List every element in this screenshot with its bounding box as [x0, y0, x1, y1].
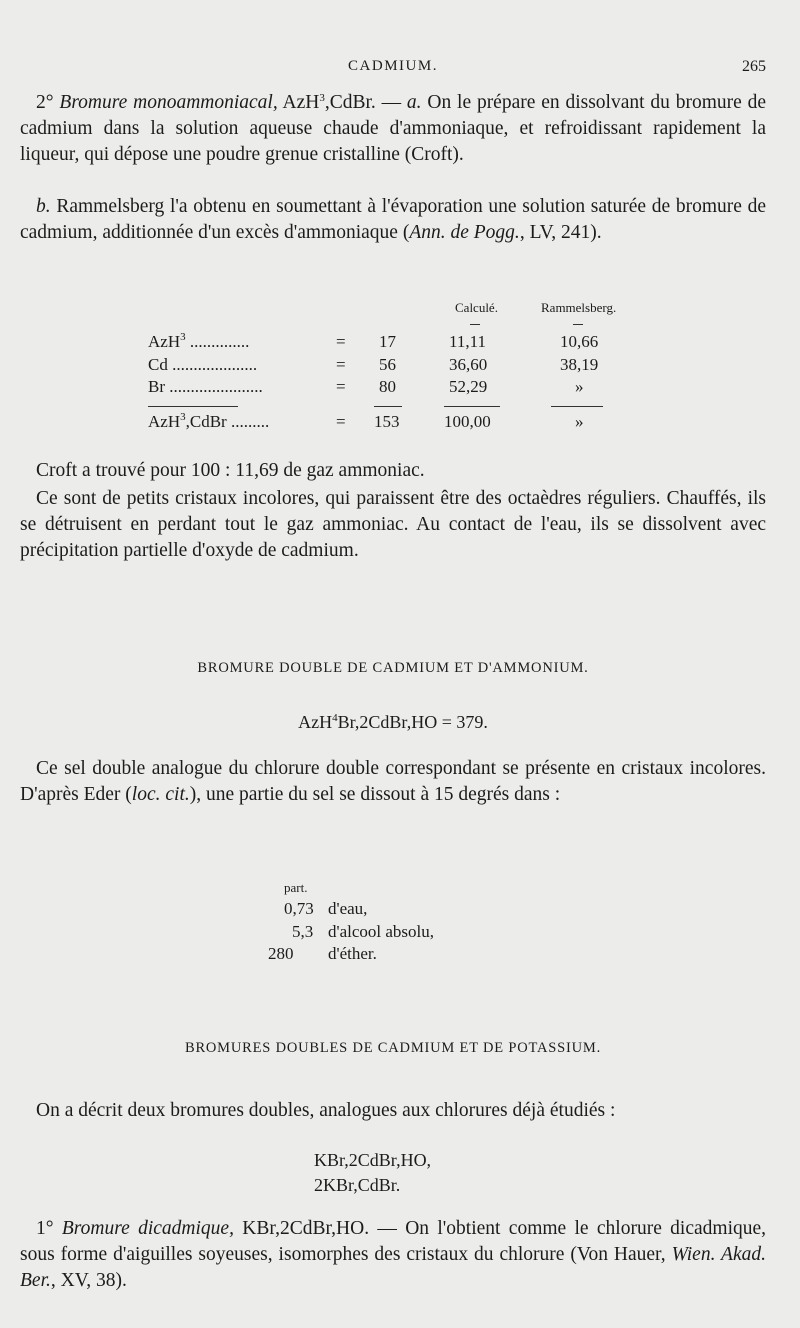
- sum-rule: [148, 406, 238, 407]
- formula-ammonium-double: AzH$^4$Br,2CdBr,HO = 379.: [298, 712, 488, 732]
- equals-sign: =: [336, 355, 346, 374]
- paragraph-text: ), une partie du sel se dissout à 15 degrés dans :: [189, 784, 561, 805]
- paragraph-text: KBr,2CdBr,HO. — On l'obtient comme le chlorure dicadmique, sous forme d'aiguilles soyeuses, isomorphes des cristaux du chlorure (Von Hauer,: [20, 1218, 767, 1265]
- row-label: AzH$^3$ ..............: [148, 331, 250, 351]
- sum-rule: [551, 406, 603, 407]
- solvent-name: d'eau,: [328, 899, 368, 918]
- reference: Wien. Akad. Ber.: [20, 1244, 766, 1291]
- reference: Ann. de Pogg.: [409, 222, 520, 243]
- compound-title: Bromure monoammoniacal,: [59, 92, 278, 113]
- formula-superscript: 3: [319, 92, 325, 104]
- total-value: 153: [374, 412, 400, 431]
- row-value: 17: [379, 332, 396, 351]
- page-number: 265: [742, 58, 766, 75]
- paragraph-double-salt: [20, 756, 766, 808]
- equals-sign: =: [336, 377, 346, 396]
- item-letter: b.: [36, 196, 51, 217]
- column-header-rammelsberg: Rammelsberg.: [541, 300, 617, 315]
- section-heading-potassium: BROMURES DOUBLES DE CADMIUM ET DE POTASSIUM.: [184, 1040, 602, 1056]
- rammelsberg-value: 10,66: [560, 332, 599, 351]
- compound-title: Bromure dicadmique,: [61, 1218, 234, 1239]
- calcule-value: 52,29: [449, 377, 488, 396]
- solubility-table: [260, 880, 520, 970]
- paragraph-text: , LV, 241).: [519, 222, 602, 243]
- paragraph-two-doubles: On a décrit deux bromures doubles, analogues aux chlorures déjà étudiés :: [36, 1100, 616, 1121]
- row-value: 56: [379, 355, 396, 374]
- paragraph-text: , XV, 38).: [50, 1270, 127, 1291]
- solvent-name: d'alcool absolu,: [328, 922, 434, 941]
- paragraph-properties: Ce sont de petits cristaux incolores, qui paraissent être des octaèdres réguliers. Chauffés, ils se détruisent en perdant tout le gaz ammoniac. Au contact de l'eau, ils se dissolvent avec précipitation partielle d'oxyde de cadmium.: [20, 488, 766, 561]
- composition-table: [148, 300, 648, 440]
- rammelsberg-value: »: [575, 377, 584, 396]
- reference: loc. cit.: [131, 784, 190, 805]
- sum-rule: [444, 406, 500, 407]
- equals-sign: =: [336, 412, 346, 431]
- formula-line: KBr,2CdBr,HO,: [314, 1150, 432, 1170]
- sum-rule: [374, 406, 402, 407]
- row-label: Cd ....................: [148, 355, 258, 374]
- solvent-name: d'éther.: [328, 944, 377, 963]
- calcule-total: 100,00: [444, 412, 491, 431]
- calcule-value: 11,11: [449, 332, 486, 351]
- paragraph-text: Ce sel double analogue du chlorure double correspondant se présente en cristaux incolores. D'après Eder (: [20, 758, 766, 805]
- page-header: [20, 58, 766, 82]
- row-label: Br ......................: [148, 377, 263, 396]
- paragraph-bromure-dicadmique: [20, 1216, 766, 1294]
- solubility-value: 280: [268, 944, 294, 963]
- solubility-value: 0,73: [284, 899, 314, 918]
- section-number: 2°: [36, 92, 54, 113]
- section-number: 1°: [36, 1218, 54, 1239]
- row-value: 80: [379, 377, 396, 396]
- column-dash: [470, 324, 480, 325]
- formula-part: ,CdBr. —: [324, 92, 407, 113]
- formula-line: 2KBr,CdBr.: [314, 1175, 401, 1195]
- solubility-value: 5,3: [292, 922, 314, 941]
- total-label: AzH$^3$,CdBr .........: [148, 411, 270, 431]
- column-dash: [573, 324, 583, 325]
- rammelsberg-value: 38,19: [560, 355, 599, 374]
- rammelsberg-total: »: [575, 412, 584, 431]
- unit-label: part.: [284, 880, 308, 895]
- equals-sign: =: [336, 332, 346, 351]
- paragraph-rammelsberg: [20, 194, 766, 246]
- item-letter: a.: [406, 92, 422, 113]
- column-header-calcule: Calculé.: [455, 300, 498, 315]
- paragraph-text: On le prépare en dissolvant du bromure de cadmium dans la solution aqueuse chaude d'ammoniaque, et refroidissant rapidement la liqueur, qui dépose une poudre grenue cristalline (Croft).: [20, 92, 766, 165]
- calcule-value: 36,60: [449, 355, 488, 374]
- paragraph-text: Rammelsberg l'a obtenu en soumettant à l'évaporation une solution saturée de bromure de cadmium, additionnée d'un excès d'ammoniaque (: [20, 196, 766, 243]
- running-title: CADMIUM.: [348, 58, 438, 74]
- double-bromide-list: [280, 1148, 580, 1200]
- formula-part: AzH: [282, 92, 320, 113]
- paragraph-croft: Croft a trouvé pour 100 : 11,69 de gaz ammoniac.: [36, 460, 425, 481]
- paragraph-bromure-monoammoniacal: [20, 90, 766, 168]
- section-heading-ammonium: BROMURE DOUBLE DE CADMIUM ET D'AMMONIUM.: [197, 660, 589, 676]
